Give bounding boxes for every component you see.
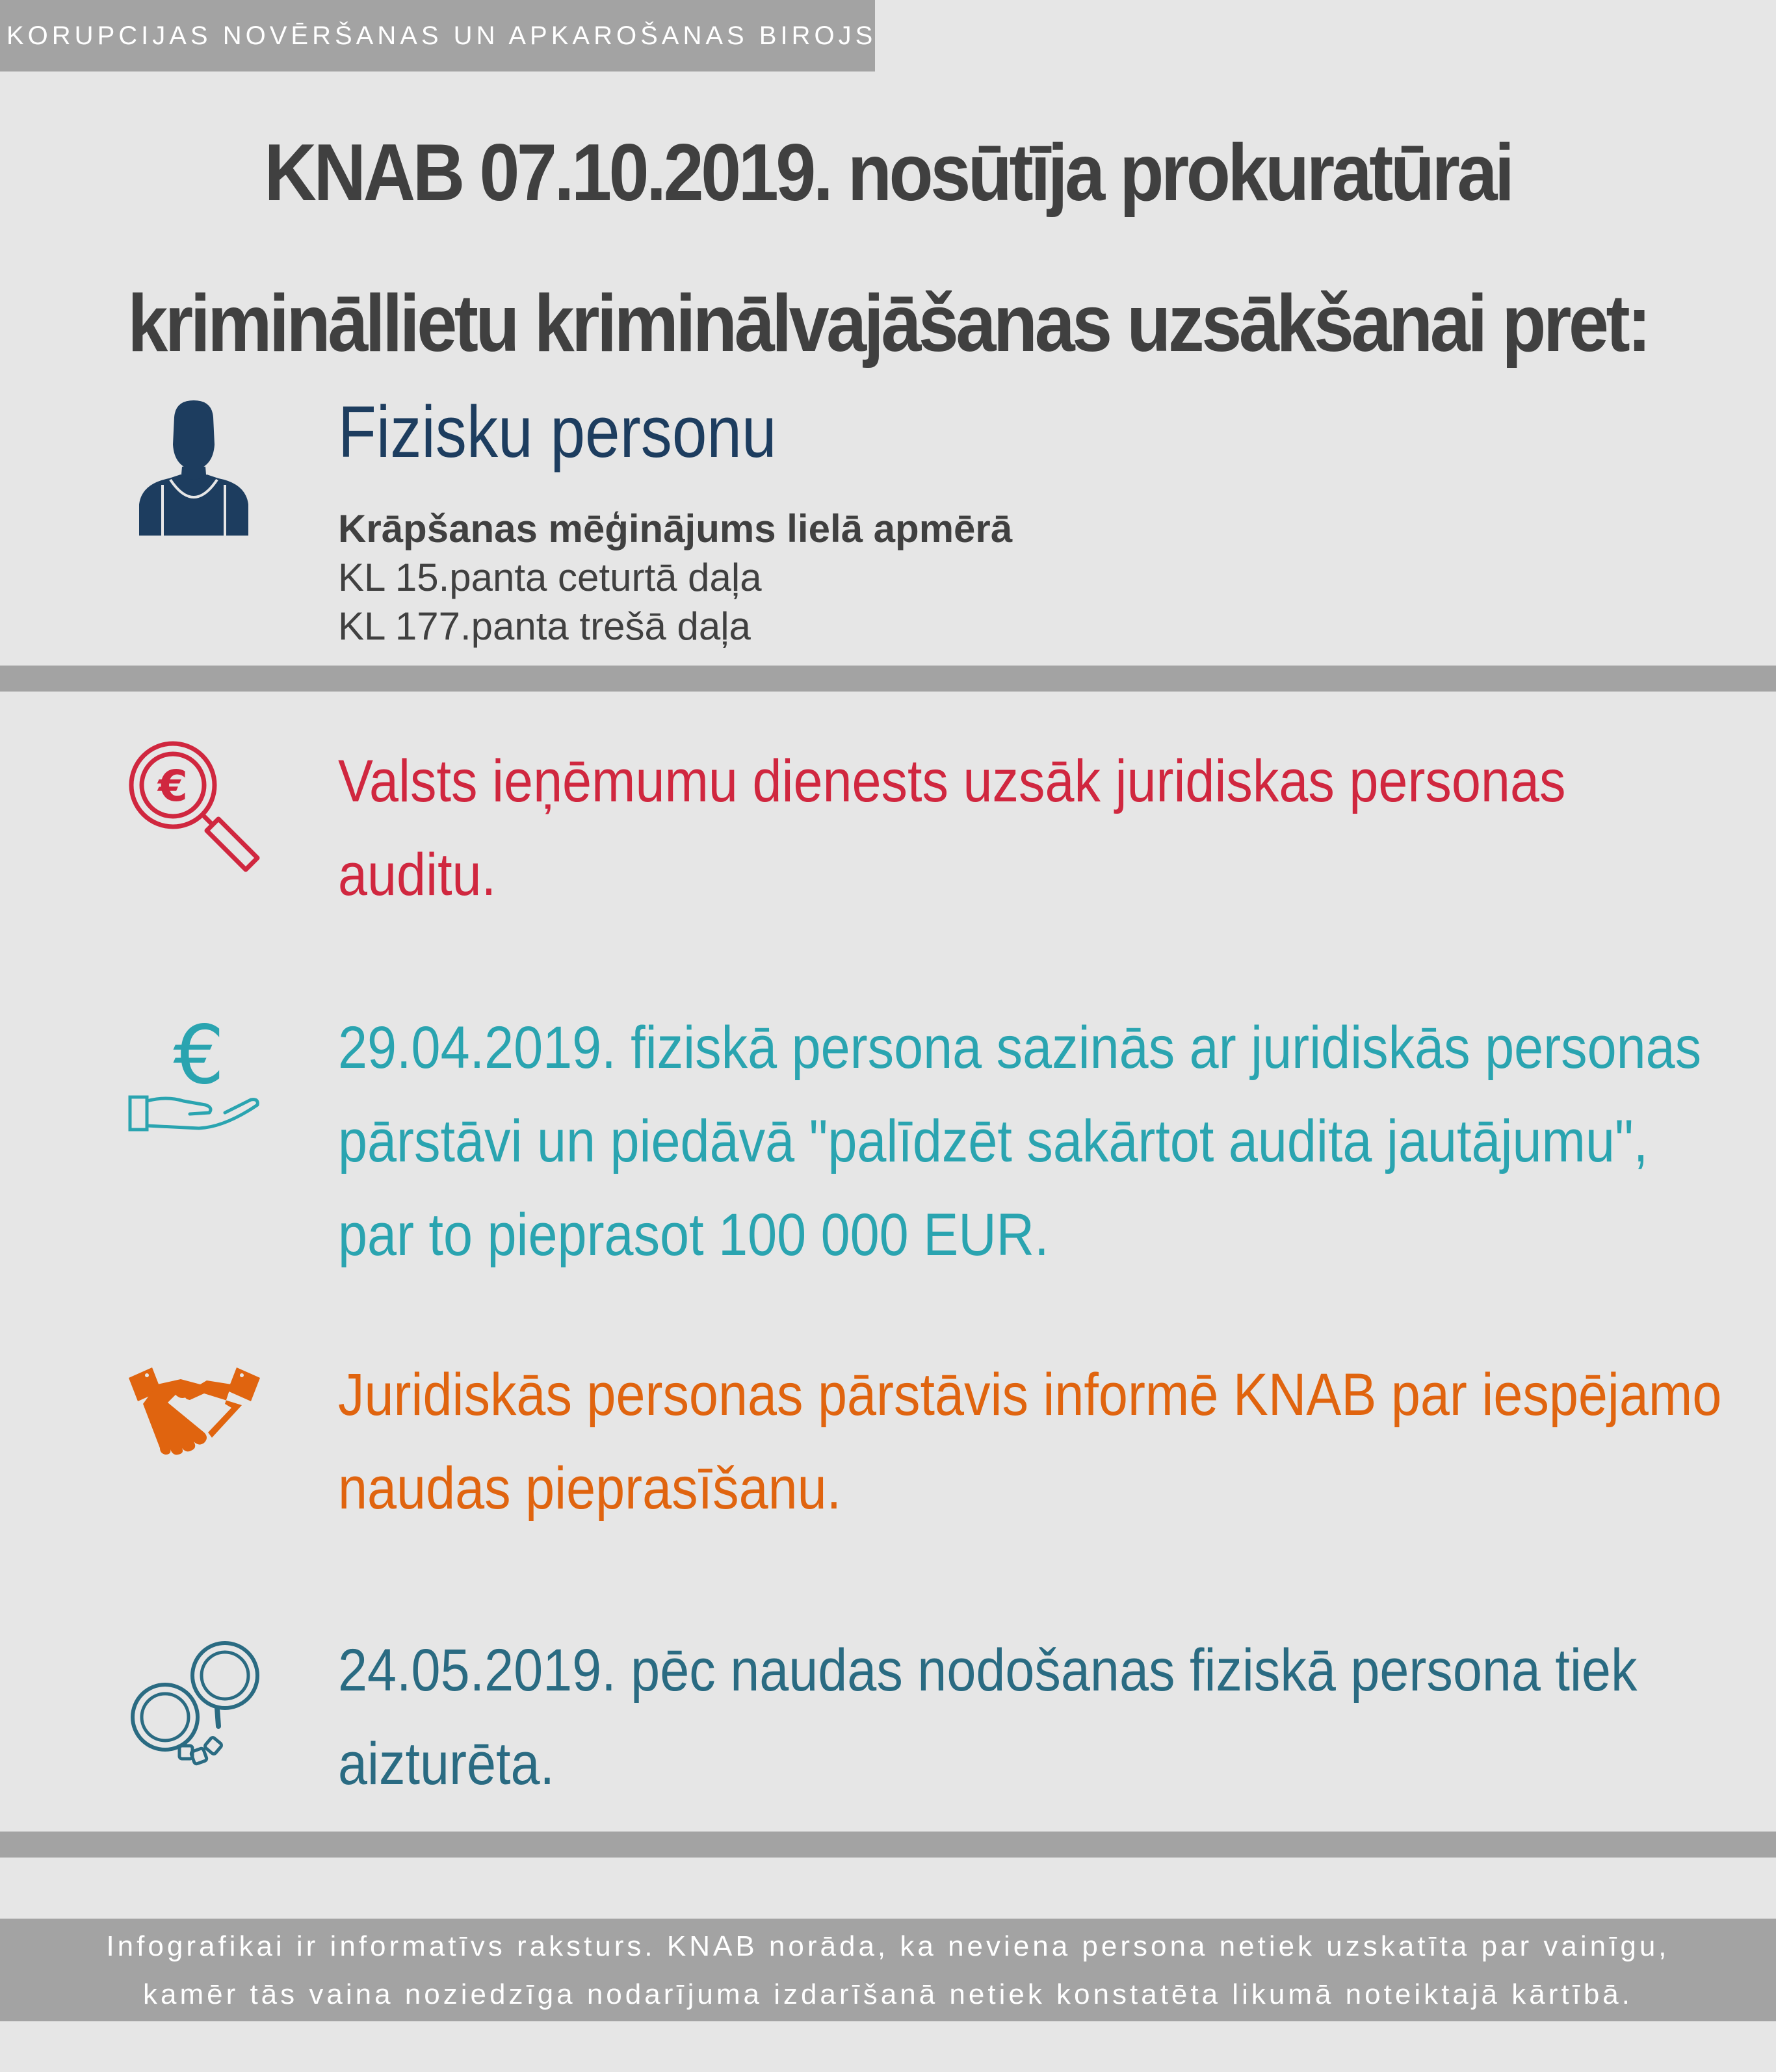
page-title <box>89 97 1688 399</box>
handcuffs-icon <box>127 1635 264 1772</box>
euro-magnifier-icon <box>127 740 264 876</box>
step-detention <box>338 1624 1638 1811</box>
step-text-line: 24.05.2019. pēc naudas nodošanas fiziskā persona tiek <box>338 1637 1638 1703</box>
step-money-request <box>338 1001 1702 1282</box>
svg-text:€: € <box>158 761 188 811</box>
step-text-line: Juridiskās personas pārstāvis informē KNAB par iespējamo <box>338 1362 1722 1428</box>
headline-line-2: krimināllietu kriminālvajāšanas uzsākšanai pret: <box>127 279 1649 369</box>
step-text-line: par to pieprasot 100 000 EUR. <box>338 1202 1049 1268</box>
euro-hand-icon <box>127 1006 264 1136</box>
step-report-knab <box>338 1348 1722 1535</box>
step-tax-audit <box>338 734 1602 922</box>
person-icon <box>137 399 250 536</box>
disclaimer-line-1: Infografikai ir informatīvs raksturs. KNAB norāda, ka neviena persona netiek uzskatīta par vainīgu, <box>106 1930 1670 1962</box>
charge-label: Krāpšanas mēģinājums lielā apmērā <box>338 507 1013 550</box>
disclaimer-band <box>0 1919 1776 2021</box>
charge-details <box>338 504 1012 651</box>
law-ref: KL 177.panta trešā daļa <box>338 604 751 648</box>
section-divider <box>0 1832 1776 1858</box>
person-title: Fizisku personu <box>338 391 777 473</box>
org-name-band <box>0 0 875 71</box>
step-text-line: naudas pieprasīšanu. <box>338 1455 842 1522</box>
step-text-line: auditu. <box>338 842 497 908</box>
svg-text:€: € <box>173 1009 225 1102</box>
step-text-line: 29.04.2019. fiziskā persona sazinās ar juridiskās personas <box>338 1015 1702 1081</box>
step-text-line: pārstāvi un piedāvā "palīdzēt sakārtot audita jautājumu", <box>338 1108 1649 1174</box>
org-name: KORUPCIJAS NOVĒRŠANAS UN APKAROŠANAS BIROJS <box>7 21 877 50</box>
section-divider <box>0 666 1776 692</box>
law-ref: KL 15.panta ceturtā daļa <box>338 556 762 599</box>
handshake-icon <box>127 1365 261 1456</box>
step-text-line: aizturēta. <box>338 1731 555 1797</box>
disclaimer-line-2: kamēr tās vaina noziedzīga nodarījuma izdarīšanā netiek konstatēta likumā noteiktajā kārtībā. <box>142 1978 1633 2010</box>
step-text-line: Valsts ieņēmumu dienests uzsāk juridiskas personas <box>338 748 1566 814</box>
headline-line-1: KNAB 07.10.2019. nosūtīja prokuratūrai <box>264 128 1512 218</box>
